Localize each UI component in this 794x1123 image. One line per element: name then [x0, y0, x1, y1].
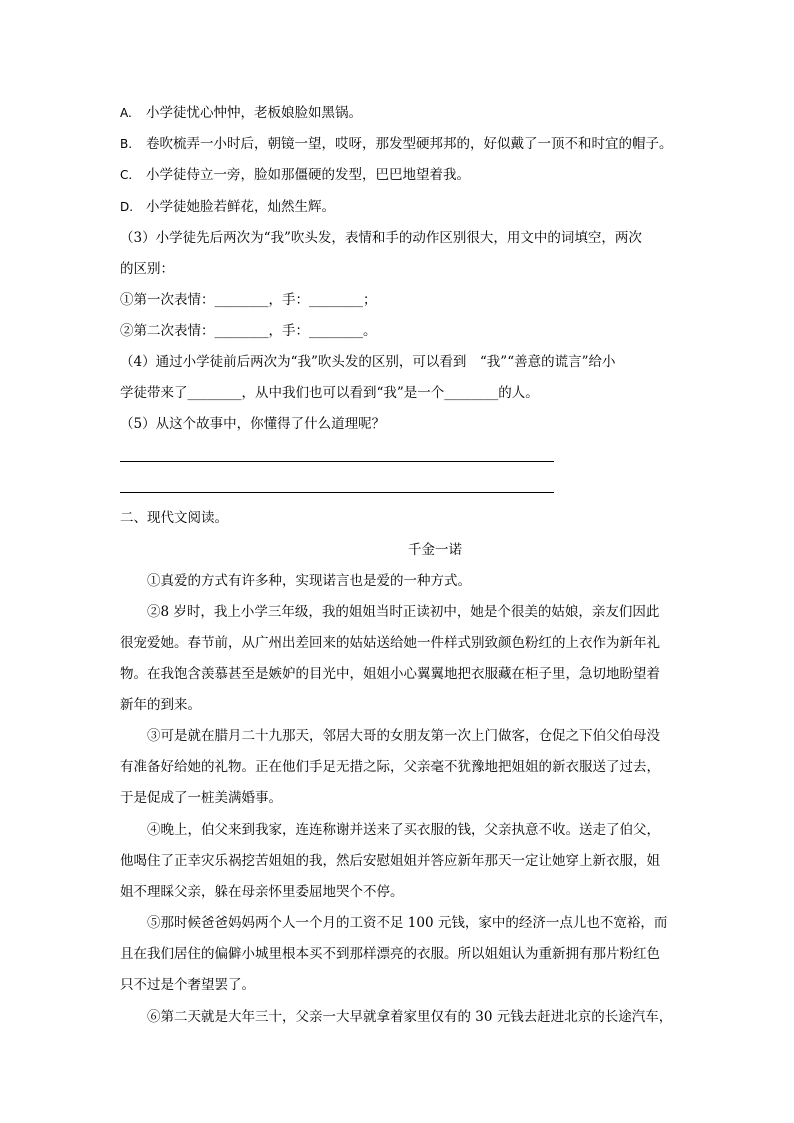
text-line: ②8 岁时，我上小学三年级，我的姐姐当时正读初中，她是个很美的姑娘，亲友们因此	[147, 604, 660, 620]
text-line: 很宠爱她。春节前，从广州出差回来的姑姑送给她一件样式别致颜色粉红的上衣作为新年礼	[120, 635, 660, 651]
option-text: 小学徒忧心忡忡，老板娘脸如黑锅。	[146, 105, 362, 121]
text-line: 只不过是个奢望罢了。	[120, 977, 255, 993]
option-c	[120, 165, 680, 185]
text-line: 于是促成了一桩美满婚事。	[120, 790, 282, 806]
option-letter: B.	[120, 137, 133, 151]
answer-line-1	[120, 461, 554, 462]
text-line: ④晚上，伯父来到我家，连连称谢并送来了买衣服的钱，父亲执意不收。送走了伯父，	[147, 822, 660, 838]
option-d	[120, 197, 680, 217]
text-line: ③可是就在腊月二十九那天，邻居大哥的女朋友第一次上门做客，仓促之下伯父伯母没	[147, 728, 660, 744]
text-line: 他喝住了正幸灾乐祸挖苦姐姐的我，然后安慰姐姐并答应新年那天一定让她穿上新衣服，姐	[120, 853, 660, 869]
option-text: 小学徒侍立一旁，脸如那僵硬的发型，巴巴地望着我。	[146, 167, 470, 183]
section-heading: 二、现代文阅读。	[120, 510, 228, 526]
option-text: 小学徒她脸若鲜花，灿然生辉。	[146, 199, 335, 215]
text-line: ①真爱的方式有许多种，实现诺言也是爱的一种方式。	[147, 573, 471, 589]
text-line: ⑤那时候爸爸妈妈两个人一个月的工资不足 100 元钱，家中的经济一点儿也不宽裕，而	[147, 915, 668, 931]
option-a	[120, 103, 680, 123]
option-text: 卷吹梳弄一小时后，朝镜一望，哎呀，那发型硬邦邦的，好似戴了一顶不和时宜的帽子。	[146, 136, 673, 152]
text-line: 物。在我饱含羡慕甚至是嫉妒的目光中，姐姐小心翼翼地把衣服藏在柜子里，急切地盼望着	[120, 666, 660, 682]
question-4-line2: 学徒带来了________，从中我们也可以看到“我”是一个________的人。	[120, 385, 539, 401]
question-5: （5）从这个故事中，你懂得了什么道理呢？	[120, 416, 386, 432]
text-line: 且在我们居住的偏僻小城里根本买不到那样漂亮的衣服。所以姐姐认为重新拥有那片粉红色	[120, 946, 660, 962]
question-3-second: ②第二次表情：________，手：________。	[120, 323, 377, 339]
question-3-first: ①第一次表情：________，手：________；	[120, 292, 377, 308]
text-line: 有准备好给她的礼物。正在他们手足无措之际，父亲毫不犹豫地把姐姐的新衣服送了过去，	[120, 759, 660, 775]
option-b	[120, 134, 680, 154]
article-title: 千金一诺	[408, 542, 462, 558]
question-4-line1: （4）通过小学徒前后两次为“我”吹头发的区别，可以看到 “我”“善意的谎言”给小	[120, 354, 616, 370]
option-letter: A.	[120, 106, 132, 120]
question-3-line2: 的区别：	[120, 261, 174, 277]
option-letter: D.	[120, 200, 134, 214]
text-line: ⑥第二天就是大年三十，父亲一大早就拿着家里仅有的 30 元钱去赶进北京的长途汽车，	[147, 1009, 673, 1025]
option-letter: C.	[120, 168, 133, 182]
answer-line-2	[120, 492, 554, 493]
text-line: 新年的到来。	[120, 697, 201, 713]
question-3-line1: （3）小学徒先后两次为“我”吹头发，表情和手的动作区别很大，用文中的词填空，两次	[120, 230, 642, 246]
text-line: 姐不理睬父亲，躲在母亲怀里委屈地哭个不停。	[120, 884, 404, 900]
